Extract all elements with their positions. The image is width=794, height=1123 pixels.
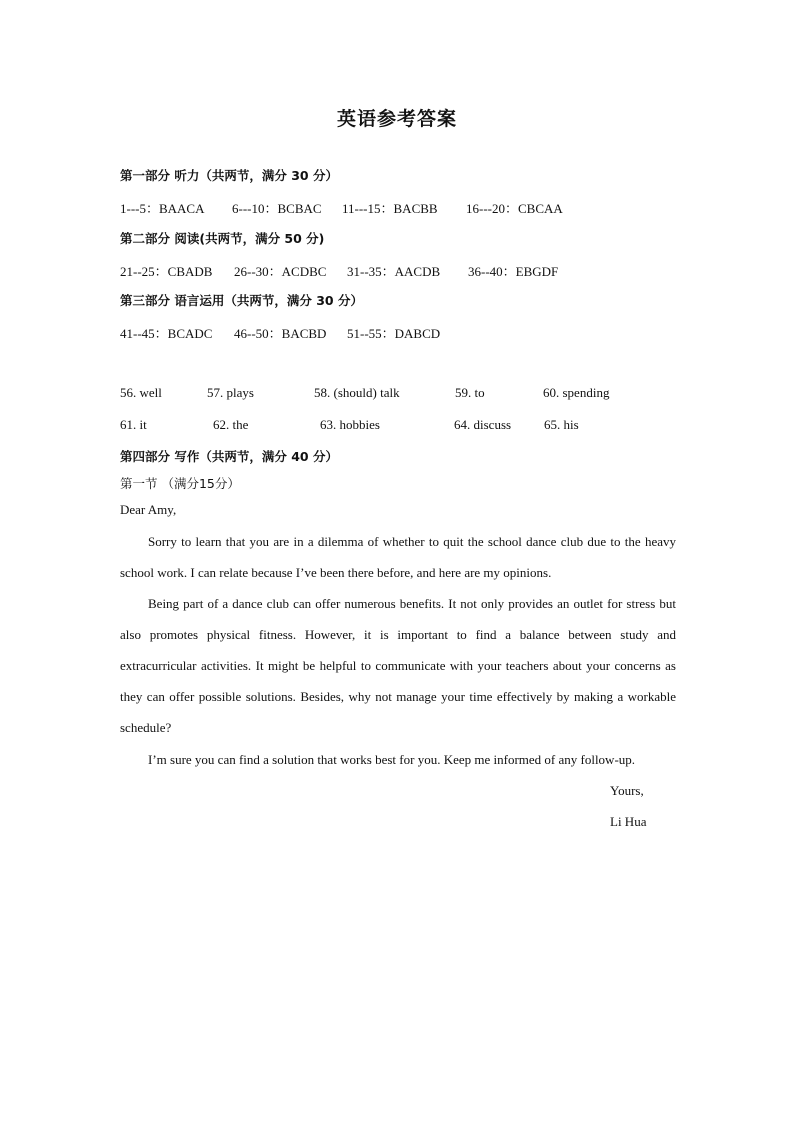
fill-answer-64: 64. discuss bbox=[454, 417, 512, 432]
part4-heading: 第四部分 写作（共两节，满分 40 分） bbox=[120, 449, 338, 464]
fill-answer-62: 62. the bbox=[213, 417, 249, 432]
fill-answer-56: 56. well bbox=[120, 385, 162, 400]
fill-answer-58: 58. (should) talk bbox=[314, 385, 400, 400]
part2-heading: 第二部分 阅读(共两节，满分 50 分) bbox=[120, 231, 325, 246]
part2-answer-4: 36--40：EBGDF bbox=[468, 264, 559, 279]
fill-answer-63: 63. hobbies bbox=[320, 417, 380, 432]
part1-answer-4: 16---20：CBCAA bbox=[466, 201, 563, 216]
letter-greeting: Dear Amy, bbox=[120, 502, 177, 517]
letter-paragraph-3: I’m sure you can find a solution that works best for you. Keep me informed of any follow-up. bbox=[148, 752, 636, 767]
letter-paragraph-1: Sorry to learn that you are in a dilemma of whether to quit the school dance club due to the heavy school work. I can relate because I’ve been there before, and here are my opinions. bbox=[120, 534, 676, 580]
fill-answer-57: 57. plays bbox=[207, 385, 254, 400]
fill-answer-61: 61. it bbox=[120, 417, 147, 432]
letter-signature: Li Hua bbox=[610, 814, 647, 829]
fill-answer-59: 59. to bbox=[455, 385, 485, 400]
part2-answer-1: 21--25：CBADB bbox=[120, 264, 213, 279]
part1-answer-3: 11---15：BACBB bbox=[342, 201, 438, 216]
fill-answer-65: 65. his bbox=[544, 417, 579, 432]
part3-answer-1: 41--45：BCADC bbox=[120, 326, 213, 341]
page-title: 英语参考答案 bbox=[336, 108, 457, 130]
part3-heading: 第三部分 语言运用（共两节，满分 30 分） bbox=[120, 293, 363, 308]
part3-answer-2: 46--50：BACBD bbox=[234, 326, 327, 341]
part2-answer-3: 31--35：AACDB bbox=[347, 264, 441, 279]
section1-heading: 第一节 （满分15分） bbox=[120, 476, 240, 491]
part2-answer-2: 26--30：ACDBC bbox=[234, 264, 327, 279]
letter-paragraph-2: Being part of a dance club can offer numerous benefits. It not only provides an outlet for stress but also promotes physical fitness. However, it is important to find a balance between study and extracurricular activities. It might be helpful to communicate with your teachers about your concerns as they can offer possible solutions. Besides, why not manage your time effectively by making a workable schedule? bbox=[120, 596, 676, 735]
part1-heading: 第一部分 听力（共两节，满分 30 分） bbox=[120, 168, 338, 183]
letter-closing: Yours, bbox=[610, 783, 644, 798]
part3-answer-3: 51--55：DABCD bbox=[347, 326, 441, 341]
fill-answer-60: 60. spending bbox=[543, 385, 610, 400]
part1-answer-2: 6---10：BCBAC bbox=[232, 201, 322, 216]
part1-answer-1: 1---5：BAACA bbox=[120, 201, 205, 216]
